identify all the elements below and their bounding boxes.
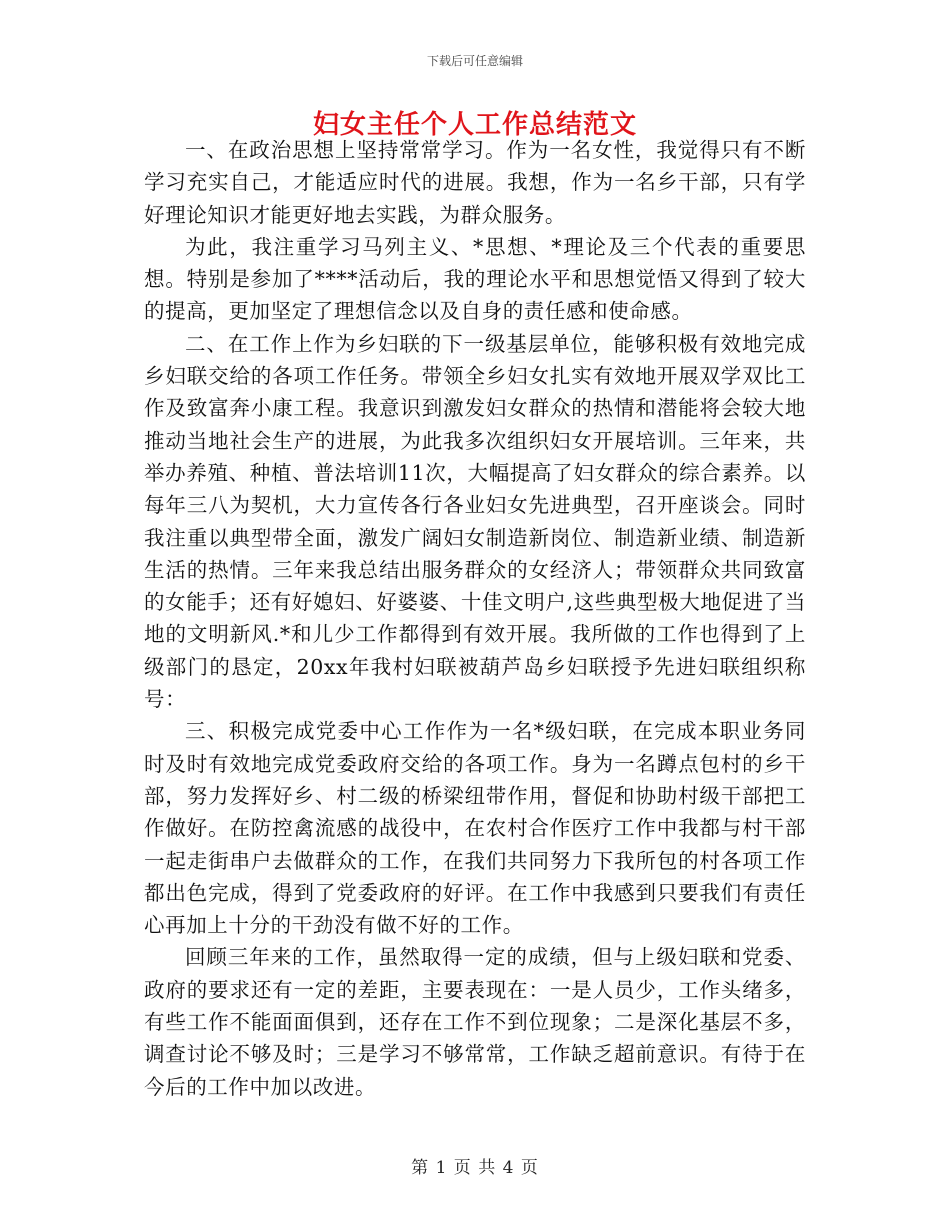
header-note: 下载后可任意编辑 (426, 54, 523, 68)
document-body (144, 134, 806, 1103)
paragraph-review: 回顾三年来的工作，虽然取得一定的成绩，但与上级妇联和党委、政府的要求还有一定的差距，主要表现在：一是人员少，工作头绪多，有些工作不能面面俱到，还存在工作不到位现象；二是深化基层不多，调查讨论不够及时；三是学习不够常常，工作缺乏超前意识。有待于在今后的工作中加以改进。 (144, 945, 806, 1099)
page-footer: 第 1 页 共 4 页 (411, 1158, 539, 1178)
paragraph-party-work: 三、积极完成党委中心工作作为一名*级妇联，在完成本职业务同时及时有效地完成党委政府交给的各项工作。身为一名蹲点包村的乡干部，努力发挥好乡、村二级的桥梁纽带作用，督促和协助村级干部把工作做好。在防控禽流感的战役中，在农村合作医疗工作中我都与村干部一起走街串户去做群众的工作，在我们共同努力下我所包的村各项工作都出色完成，得到了党委政府的好评。在工作中我感到只要我们有责任心再加上十分的干劲没有做不好的工作。 (144, 719, 806, 938)
document-title: 妇女主任个人工作总结范文 (312, 110, 637, 140)
paragraph-political-study: 一、在政治思想上坚持常常学习。作为一名女性，我觉得只有不断学习充实自己，才能适应时代的进展。我想，作为一名乡干部，只有学好理论知识才能更好地去实践，为群众服务。 (144, 138, 806, 227)
paragraph-work-tasks: 二、在工作上作为乡妇联的下一级基层单位，能够积极有效地完成乡妇联交给的各项工作任务。带领全乡妇女扎实有效地开展双学双比工作及致富奔小康工程。我意识到激发妇女群众的热情和潜能将会较大地推动当地社会生产的进展，为此我多次组织妇女开展培训。三年来，共举办养殖、种植、普法培训11次，大幅提高了妇女群众的综合素养。以每年三八为契机，大力宣传各行各业妇女先进典型，召开座谈会。同时我注重以典型带全面，激发广阔妇女制造新岗位、制造新业绩、制造新生活的热情。三年来我总结出服务群众的女经济人；带领群众共同致富的女能手；还有好媳妇、好婆婆、十佳文明户,这些典型极大地促进了当地的文明新风.*和儿少工作都得到有效开展。我所做的工作也得到了上级部门的恳定，20xx年我村妇联被葫芦岛乡妇联授予先进妇联组织称号： (144, 331, 806, 712)
paragraph-theory-study: 为此，我注重学习马列主义、*思想、*理论及三个代表的重要思想。特别是参加了****活动后，我的理论水平和思想觉悟又得到了较大的提高，更加坚定了理想信念以及自身的责任感和使命感。 (144, 234, 806, 324)
